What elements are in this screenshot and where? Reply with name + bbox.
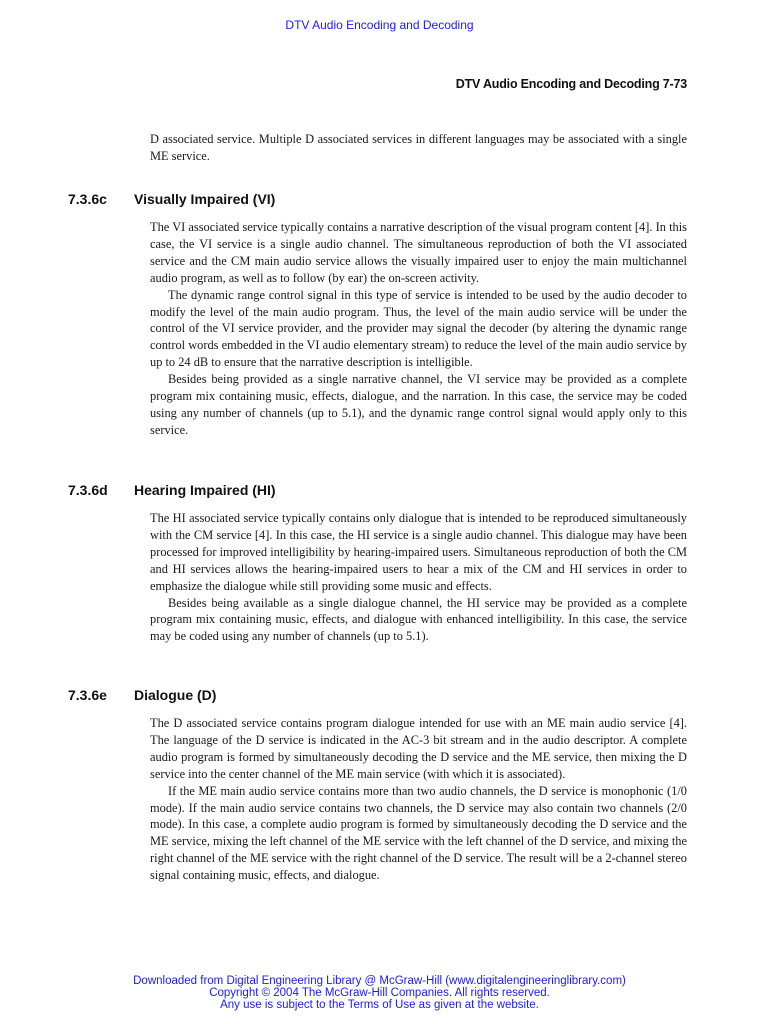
section-number: 7.3.6d <box>68 482 108 498</box>
section-title: Dialogue (D) <box>134 687 217 703</box>
footer-download-link[interactable]: Downloaded from Digital Engineering Library @ McGraw-Hill (www.digitalengineeringlibrary.com) <box>133 975 626 987</box>
paragraph: Besides being provided as a single narrative channel, the VI service may be provided as a complete program mix containing music, effects, dialogue, and the narration. In this case, the service may be coded using any number of channels (up to 5.1), and the dynamic range control signal would apply only to this service. <box>150 372 687 437</box>
section-title: Visually Impaired (VI) <box>134 191 276 207</box>
section-body-visually-impaired <box>150 219 687 439</box>
intro-text <box>150 131 687 165</box>
paragraph: The HI associated service typically contains only dialogue that is intended to be reproduced simultaneously with the CM service [4]. In this case, the HI service is a single audio channel. This dialogue may have been processed for improved intelligibility by hearing-impaired users. Simultaneous reproduction of both the CM and HI services allows the hearing-impaired users to hear a mix of the CM and HI services in order to emphasize the dialogue while still providing some music and effects. <box>150 511 687 593</box>
running-head: DTV Audio Encoding and Decoding 7-73 <box>455 77 687 91</box>
section-body-dialogue <box>150 715 687 884</box>
section-heading-hearing-impaired <box>68 482 688 498</box>
section-number: 7.3.6c <box>68 191 107 207</box>
paragraph: The D associated service contains program dialogue intended for use with an ME main audio service [4]. The language of the D service is indicated in the AC-3 bit stream and in the audio descriptor. A complete audio program is formed by simultaneously decoding the D service and the ME service, then mixing the D service into the center channel of the ME main service (with which it is associated). <box>150 716 687 781</box>
paragraph: If the ME main audio service contains more than two audio channels, the D service is monophonic (1/0 mode). If the main audio service contains two channels, the D service may also contain two channels (2/0 mode). In this case, a complete audio program is formed by simultaneously decoding the D service and the ME service, mixing the left channel of the ME service with the left channel of the D service, and mixing the right channel of the ME service with the right channel of the D service. The result will be a 2-channel stereo signal containing music, effects, and dialogue. <box>150 783 687 883</box>
top-chapter-link[interactable]: DTV Audio Encoding and Decoding <box>285 18 474 32</box>
paragraph: Besides being available as a single dialogue channel, the HI service may be provided as a complete program mix containing music, effects, and dialogue with enhanced intelligibility. In this case, the service may be coded using any number of channels (up to 5.1). <box>150 595 687 644</box>
section-heading-dialogue <box>68 687 688 703</box>
footer-copyright-link[interactable]: Copyright © 2004 The McGraw-Hill Companies. All rights reserved. <box>209 987 550 999</box>
paragraph: The VI associated service typically contains a narrative description of the visual program content [4]. In this case, the VI service is a single audio channel. The simultaneous reproduction of both the VI associated service and the CM main audio service allows the visually impaired user to enjoy the main multichannel audio program, as well as to follow (by ear) the on-screen activity. <box>150 220 687 285</box>
section-title: Hearing Impaired (HI) <box>134 482 276 498</box>
section-body-hearing-impaired <box>150 510 687 645</box>
section-number: 7.3.6e <box>68 687 107 703</box>
footer-copyright <box>0 975 759 1011</box>
intro-paragraph: D associated service. Multiple D associated services in different languages may be associated with a single ME service. <box>150 132 687 163</box>
section-heading-visually-impaired <box>68 191 688 207</box>
paragraph: The dynamic range control signal in this type of service is intended to be used by the audio decoder to modify the level of the main audio program. Thus, the level of the main audio service will be under the control of the VI service provider, and the provider may signal the decoder (by altering the dynamic range control words embedded in the VI audio elementary stream) to reduce the level of the main audio service by up to 24 dB to ensure that the narrative description is intelligible. <box>150 287 687 370</box>
footer-terms-link[interactable]: Any use is subject to the Terms of Use as given at the website. <box>220 999 539 1011</box>
